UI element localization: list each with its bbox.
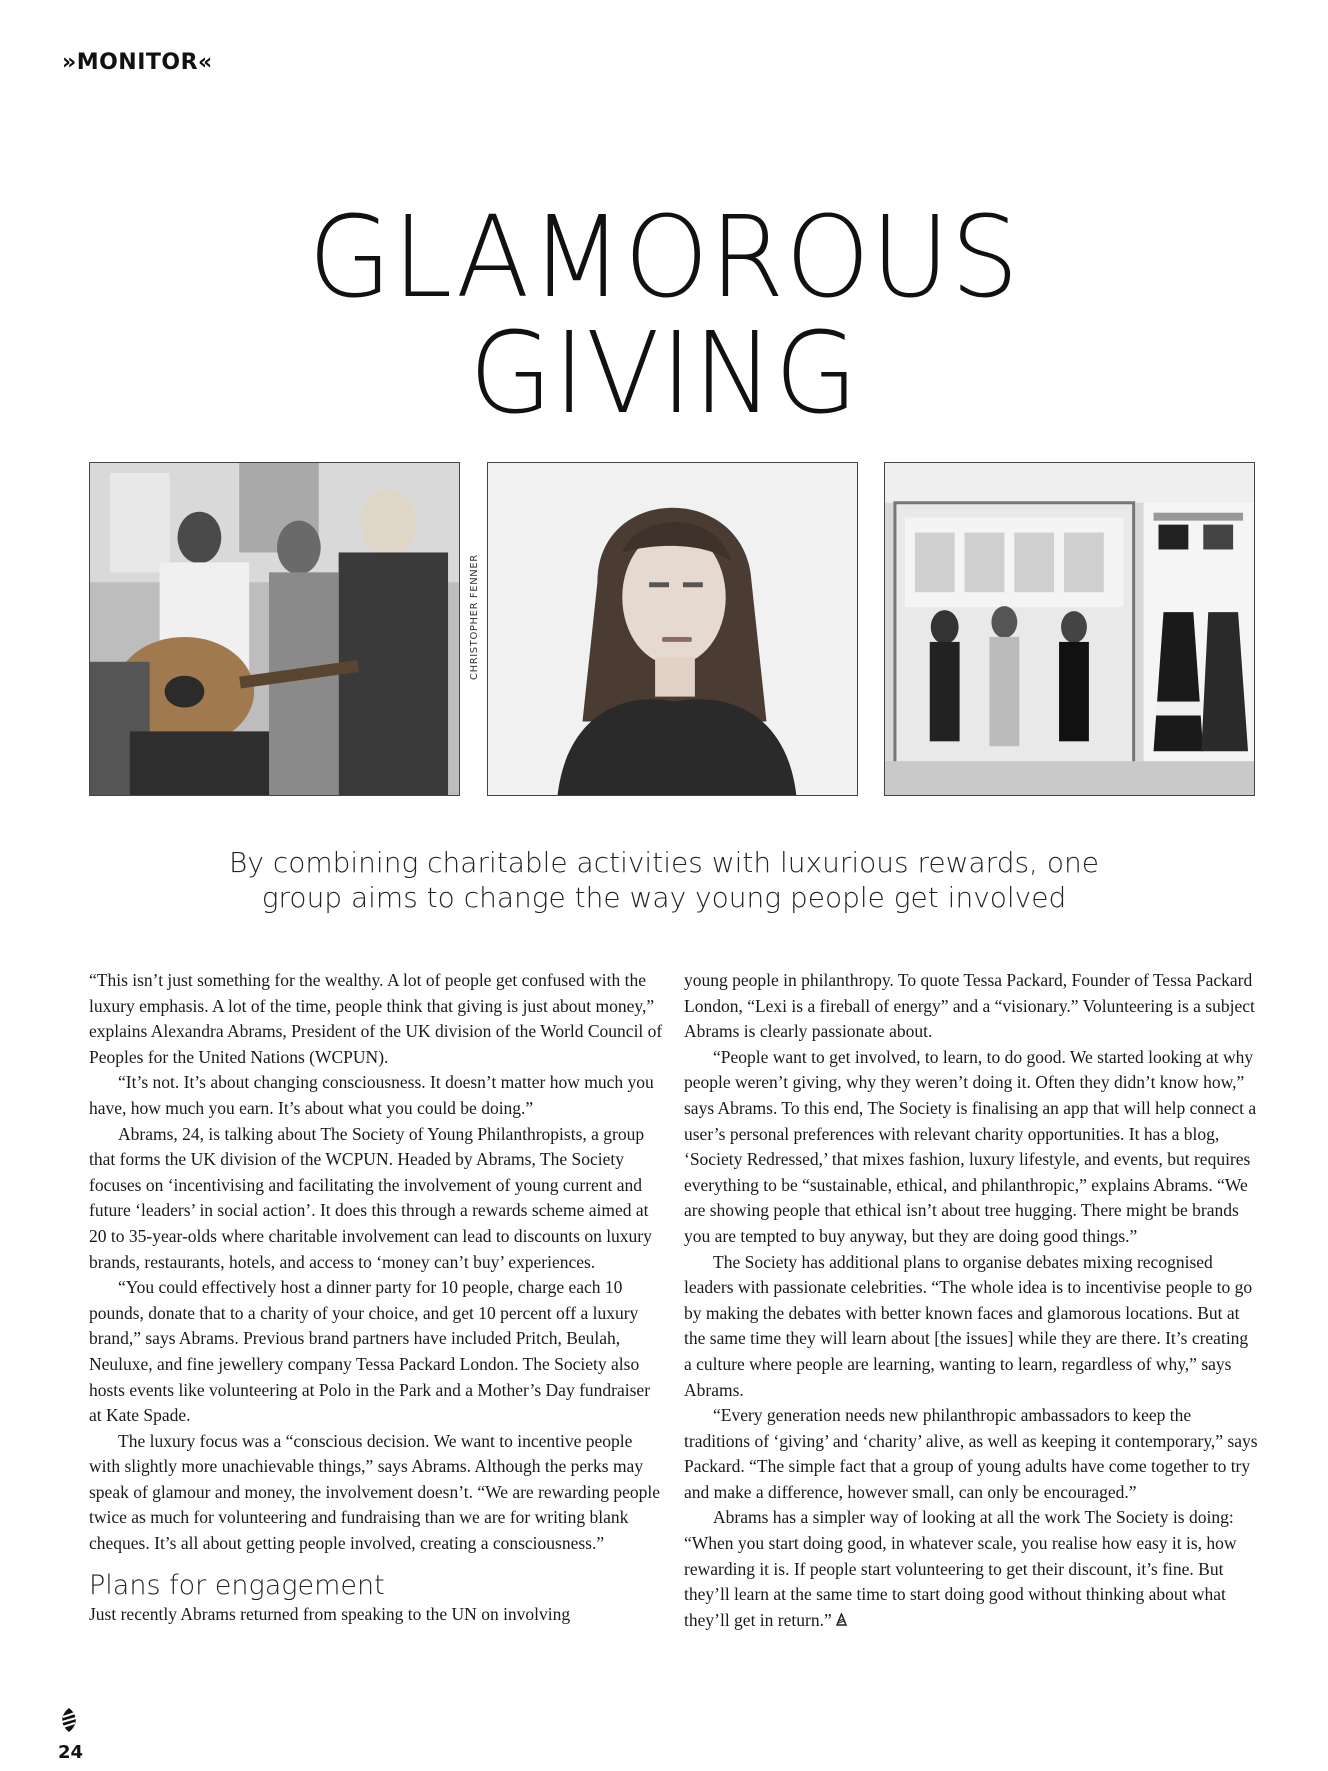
deck-line-2: group aims to change the way young people get involved <box>261 881 1067 914</box>
article-deck <box>0 845 1328 915</box>
paragraph: “People want to get involved, to learn, to do good. We started looking at why people weren’t giving, why they weren’t doing it. Often they didn’t know how,” says Abrams. To this end, The Society is finalising an app that will help connect a user’s personal preferences with relevant charity opportunities. It has a blog, ‘Society Redressed,’ that mixes fashion, luxury lifestyle, and events, but requires everything to be “sustainable, ethical, and philanthropic,” explains Abrams. “We are showing people that ethical isn’t about tree hugging. There might be brands you are tempted to buy anyway, but they are doing good things.” <box>684 1046 1257 1246</box>
paragraph: Just recently Abrams returned from speaking to the UN on involving <box>89 1603 571 1624</box>
paragraph <box>684 1505 1258 1633</box>
paragraph: “You could effectively host a dinner party for 10 people, charge each 10 pounds, donate that to a charity of your choice, and get 10 percent off a luxury brand,” says Abrams. Previous brand partners have included Pritch, Beulah, Neuluxe, and fine jewellery company Tessa Packard London. The Society also hosts events like volunteering at Polo in the Park and a Mother’s Day fundraiser at Kate Spade. <box>89 1277 651 1426</box>
photo-guitarist-crowd <box>89 462 460 796</box>
leaf-logo-icon <box>58 1707 80 1733</box>
paragraph: young people in philanthropy. To quote Tessa Packard, Founder of Tessa Packard London, “Lexi is a fireball of energy” and a “visionary.” Volunteering is a subject Abrams is clearly passionate about. <box>684 970 1255 1042</box>
page-number: 24 <box>58 1742 84 1763</box>
deck-line-1: By combining charitable activities with luxurious rewards, one <box>229 846 1099 879</box>
leaf-end-mark-icon <box>836 1613 847 1626</box>
left-column <box>89 968 663 1627</box>
paragraph: The Society has additional plans to organise debates mixing recognised leaders with passionate celebrities. “The whole idea is to incentivise people to go by making the debates with better known faces and glamorous locations. But at the same time they will learn about [the issues] while they are there. It’s creating a culture where people are learning, wanting to learn, regardless of why,” says Abrams. <box>684 1251 1253 1400</box>
paragraph: “It’s not. It’s about changing consciousness. It doesn’t matter how much you have, how much you earn. It’s about what you could be doing.” <box>89 1072 654 1118</box>
paragraph: The luxury focus was a “conscious decision. We want to incentive people with slightly more unachievable things,” says Abrams. Although the perks may speak of glamour and money, the involvement doesn’t. “We are rewarding people twice as much for volunteering and fundraising than we are for writing blank cheques. It’s all about getting people involved, creating a consciousness.” <box>89 1430 661 1554</box>
headline-line-2: GIVING <box>469 309 859 439</box>
paragraph-text: Abrams has a simpler way of looking at all the work The Society is doing: “When you start doing good, in whatever scale, you realise how easy it is, how rewarding it is. If people start volunteering to get their discount, it’s fine. But they’ll learn at the same time to start doing good without thinking about what they’ll get in return.” <box>684 1507 1237 1630</box>
headline-line-1: GLAMOROUS <box>308 193 1020 323</box>
right-column <box>684 968 1258 1633</box>
paragraph: Abrams, 24, is talking about The Society of Young Philanthropists, a group that forms the UK division of the WCPUN. Headed by Abrams, The Society focuses on ‘incentivising and facilitating the involvement of young current and future ‘leaders’ in social action’. It does this through a rewards scheme aimed at 20 to 35-year-olds where charitable involvement can lead to discounts on luxury brands, restaurants, hotels, and access to ‘money can’t buy’ experiences. <box>89 1123 652 1272</box>
photo-boutique-event <box>884 462 1255 796</box>
article-headline <box>0 193 1328 439</box>
paragraph: “Every generation needs new philanthropic ambassadors to keep the traditions of ‘giving’ and ‘charity’ alive, as well as keeping it contemporary,” says Packard. “The simple fact that a group of young adults have come together to try and make a difference, however small, can only be encouraged.” <box>684 1405 1258 1502</box>
paragraph: “This isn’t just something for the wealthy. A lot of people get confused with the luxury emphasis. A lot of the time, people think that giving is just about money,” explains Alexandra Abrams, President of the UK division of the World Council of Peoples for the United Nations (WCPUN). <box>89 970 663 1067</box>
section-tag: »MONITOR« <box>62 50 213 75</box>
photo-credit: CHRISTOPHER FENNER <box>469 554 480 680</box>
subheading: Plans for engagement <box>89 1569 385 1601</box>
photo-portrait <box>487 462 858 796</box>
